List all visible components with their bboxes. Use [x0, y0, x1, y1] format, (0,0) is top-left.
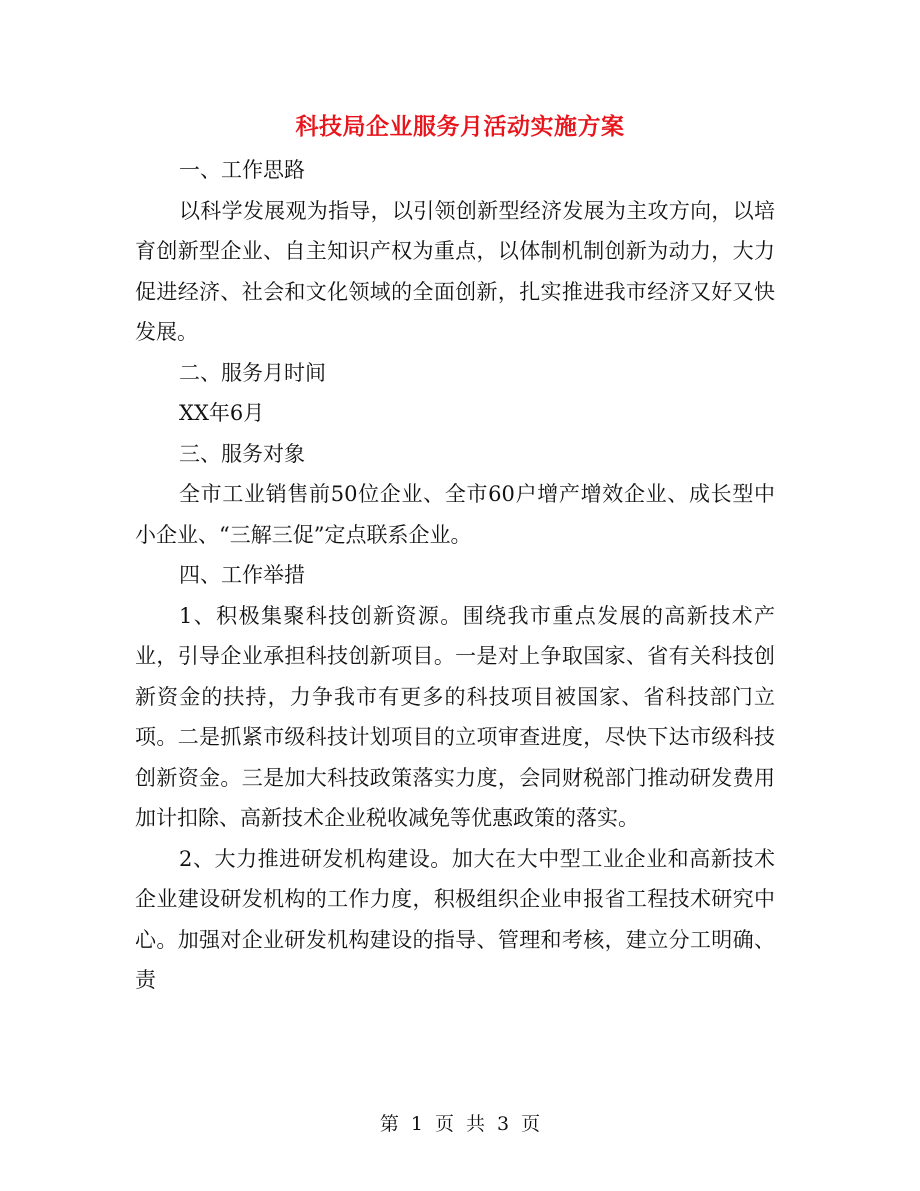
section-heading-service-target: 三、服务对象	[179, 441, 305, 466]
section-heading-work-measures: 四、工作举措	[179, 563, 305, 587]
paragraph-measure-1: 1、积极集聚科技创新资源。围绕我市重点发展的高新技术产业，引导企业承担科技创新项目。一是对上争取国家、省有关科技创新资金的扶持，力争我市有更多的科技项目被国家、省科技部门立项。二是抓紧市级科技计划项目的立项审查进度，尽快下达市级科技创新资金。三是加大科技政策落实力度，会同财税部门推动研发费用加计扣除、高新技术企业税收减免等优惠政策的落实。	[135, 603, 775, 830]
section-heading-service-time: 二、服务月时间	[179, 360, 326, 385]
paragraph-measure-2: 2、大力推进研发机构建设。加大在大中型工业企业和高新技术企业建设研发机构的工作力度，积极组织企业申报省工程技术研究中心。加强对企业研发机构建设的指导、管理和考核，建立分工明确、责	[135, 846, 775, 992]
paragraph-service-time: XX年6月	[179, 401, 265, 425]
paragraph-service-target: 全市工业销售前50位企业、全市60户增产增效企业、成长型中小企业、“三解三促”定点联系企业。	[135, 482, 775, 547]
document-body	[135, 150, 775, 1001]
document-title: 科技局企业服务月活动实施方案	[295, 113, 625, 140]
paragraph-work-idea: 以科学发展观为指导，以引领创新型经济发展为主攻方向，以培育创新型企业、自主知识产权为重点，以体制机制创新为动力，大力促进经济、社会和文化领域的全面创新，扎实推进我市经济又好又快发展。	[135, 198, 775, 344]
page-footer: 第 1 页 共 3 页	[379, 1113, 541, 1135]
section-heading-work-idea: 一、工作思路	[179, 158, 305, 182]
